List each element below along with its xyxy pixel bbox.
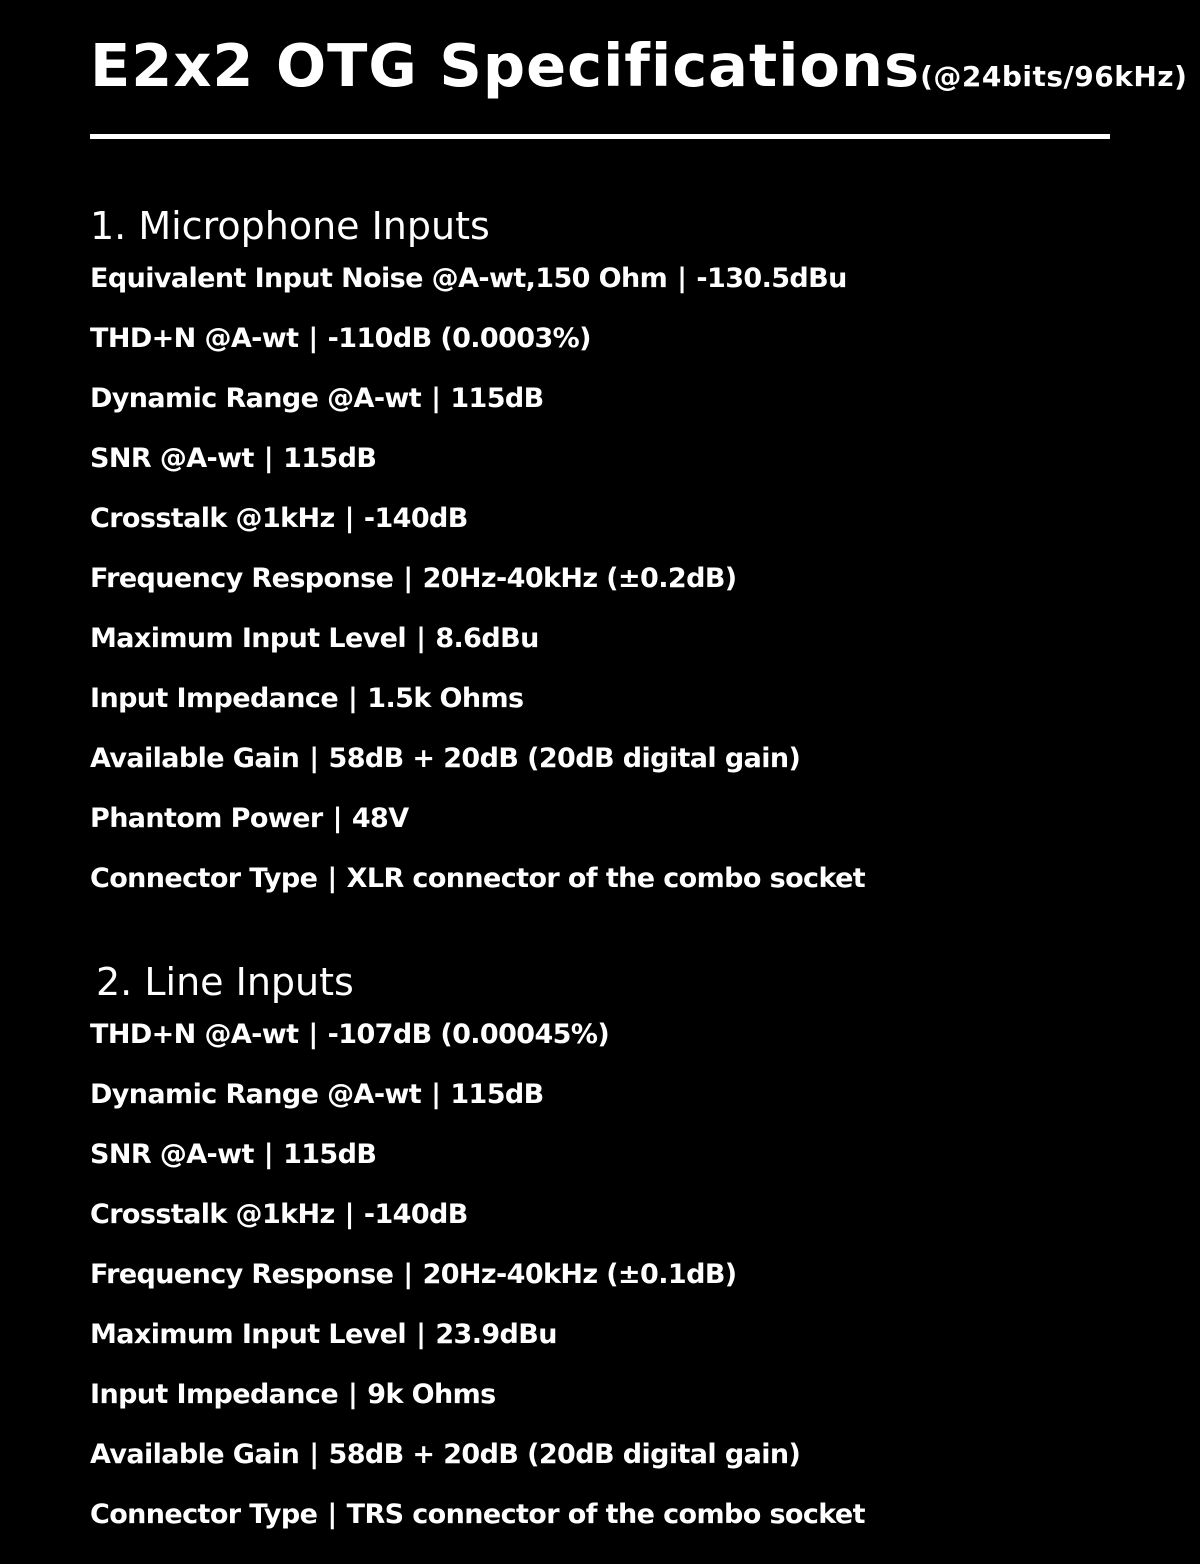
spec-value: -130.5dBu [696, 263, 847, 294]
page-title [90, 31, 1188, 100]
spec-label: Input Impedance [90, 683, 339, 714]
spec-value: 23.9dBu [435, 1319, 557, 1350]
spec-separator: | [332, 803, 342, 834]
spec-value: 1.5k Ohms [367, 683, 524, 714]
spec-label: Available Gain [90, 743, 300, 774]
spec-label: Frequency Response [90, 1259, 394, 1290]
spec-value: 9k Ohms [367, 1379, 496, 1410]
spec-row [90, 1321, 865, 1381]
spec-row [90, 1201, 865, 1261]
spec-label: Input Impedance [90, 1379, 339, 1410]
spec-label: SNR @A-wt [90, 1139, 254, 1170]
spec-label: Equivalent Input Noise @A-wt,150 Ohm [90, 263, 668, 294]
spec-value: 58dB + 20dB (20dB digital gain) [328, 743, 801, 774]
spec-separator: | [263, 443, 274, 474]
spec-value: 48V [351, 803, 409, 834]
spec-separator: | [263, 1139, 274, 1170]
spec-separator: | [416, 623, 426, 654]
spec-separator: | [309, 743, 319, 774]
spec-row [90, 1081, 865, 1141]
spec-separator: | [309, 1439, 319, 1470]
spec-value: 115dB [450, 383, 544, 414]
spec-separator: | [403, 563, 413, 594]
spec-list-microphone-inputs [90, 265, 865, 925]
page-title-subtitle: (@24bits/96kHz) [920, 60, 1188, 93]
spec-label: Connector Type [90, 1499, 318, 1530]
spec-row [90, 745, 865, 805]
spec-value: 115dB [450, 1079, 544, 1110]
spec-label: Maximum Input Level [90, 623, 407, 654]
spec-value: -107dB (0.00045%) [327, 1019, 610, 1050]
spec-label: Connector Type [90, 863, 318, 894]
spec-label: Dynamic Range @A-wt [90, 383, 422, 414]
spec-row [90, 505, 865, 565]
spec-value: 20Hz-40kHz (±0.1dB) [422, 1259, 737, 1290]
spec-row [90, 805, 865, 865]
spec-row [90, 445, 865, 505]
spec-separator: | [348, 1379, 358, 1410]
spec-row [90, 325, 865, 385]
spec-label: SNR @A-wt [90, 443, 254, 474]
spec-label: THD+N @A-wt [90, 323, 299, 354]
spec-row [90, 1441, 865, 1501]
spec-row [90, 865, 865, 925]
spec-separator: | [348, 683, 358, 714]
spec-value: TRS connector of the combo socket [346, 1499, 865, 1530]
spec-separator: | [308, 323, 318, 354]
spec-separator: | [327, 863, 337, 894]
spec-separator: | [344, 1199, 354, 1230]
section-heading-microphone-inputs: 1. Microphone Inputs [90, 204, 490, 248]
section-heading-line-inputs: 2. Line Inputs [96, 960, 354, 1004]
spec-value: 58dB + 20dB (20dB digital gain) [328, 1439, 801, 1470]
spec-separator: | [344, 503, 354, 534]
page-title-main: E2x2 OTG Specifications [90, 31, 921, 100]
spec-value: 20Hz-40kHz (±0.2dB) [422, 563, 737, 594]
spec-row [90, 685, 865, 745]
spec-row [90, 1501, 865, 1561]
spec-row [90, 265, 865, 325]
spec-list-line-inputs [90, 1021, 865, 1561]
spec-row [90, 565, 865, 625]
spec-row [90, 385, 865, 445]
spec-separator: | [677, 263, 687, 294]
spec-row [90, 1381, 865, 1441]
spec-label: Maximum Input Level [90, 1319, 407, 1350]
spec-row [90, 1141, 865, 1201]
spec-label: Dynamic Range @A-wt [90, 1079, 422, 1110]
spec-label: THD+N @A-wt [90, 1019, 299, 1050]
spec-value: 115dB [283, 1139, 377, 1170]
spec-separator: | [308, 1019, 318, 1050]
spec-value: -110dB (0.0003%) [327, 323, 591, 354]
spec-separator: | [327, 1499, 337, 1530]
spec-label: Phantom Power [90, 803, 323, 834]
spec-row [90, 625, 865, 685]
spec-label: Crosstalk @1kHz [90, 503, 335, 534]
spec-value: 8.6dBu [435, 623, 539, 654]
spec-label: Crosstalk @1kHz [90, 1199, 335, 1230]
spec-value: XLR connector of the combo socket [346, 863, 866, 894]
spec-separator: | [416, 1319, 426, 1350]
spec-value: 115dB [283, 443, 377, 474]
spec-label: Frequency Response [90, 563, 394, 594]
spec-value: -140dB [363, 1199, 468, 1230]
spec-row [90, 1261, 865, 1321]
spec-row [90, 1021, 865, 1081]
spec-label: Available Gain [90, 1439, 300, 1470]
spec-separator: | [431, 383, 441, 414]
spec-value: -140dB [363, 503, 468, 534]
title-divider [90, 134, 1110, 139]
spec-separator: | [431, 1079, 441, 1110]
spec-separator: | [403, 1259, 413, 1290]
